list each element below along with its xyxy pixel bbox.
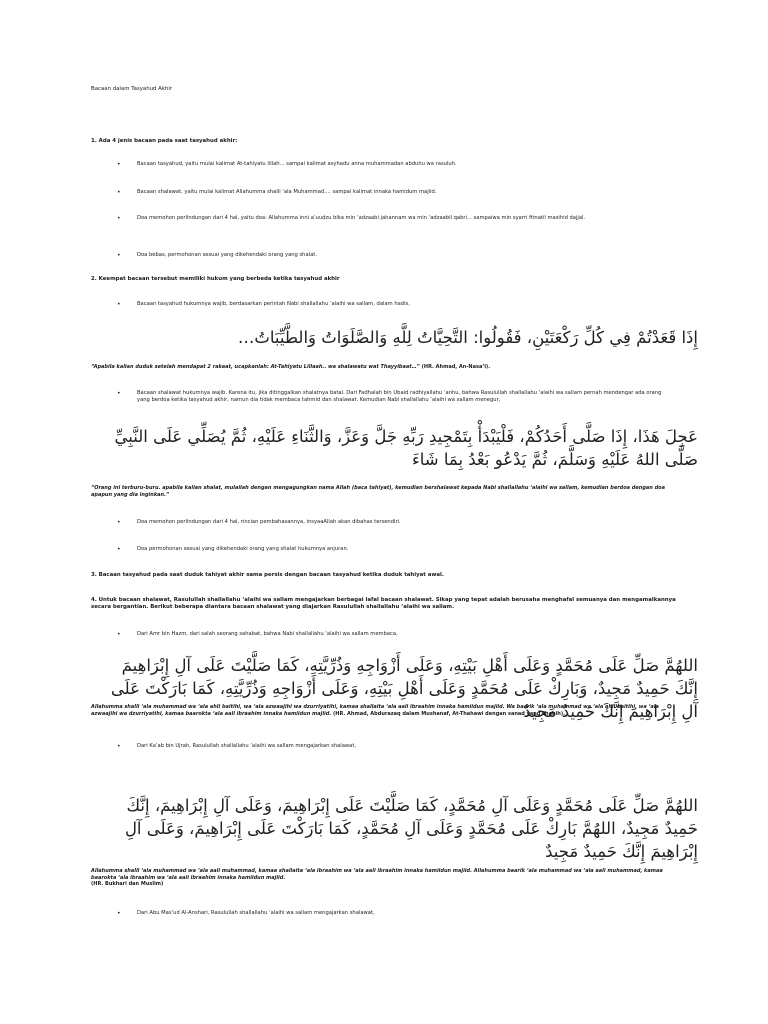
section-3-heading: 3. Bacaan tasyahud pada saat duduk tahiyat akhir sama persis dengan bacaan tasyahud ketika duduk tahiyat awal. — [91, 572, 444, 578]
translation-text: “Orang ini terburu-buru. apabila kalian shalat, mulailah dengan mengagungkan nama Allah (baca tahiyat), kemudian bershalawat kepada Nabi shallallahu ‘alaihi wa sallam, kemudian berdoa dengan doa apapun yang dia inginkan.” — [91, 485, 665, 498]
arabic-text: عَجِلَ هَذَا، إِذَا صَلَّى أَحَدُكُمْ، فَلْيَبْدَأْ بِتَمْجِيدِ رَبِّهِ جَلَّ وَعَزَّ، وَالثَّنَاءِ عَلَيْهِ، ثُمَّ يُصَلِّي عَلَى النَّبِيِّ صَلَّى اللهُ عَلَيْهِ وَسَلَّمَ، ثُمَّ يَدْعُو بَعْدُ بِمَا شَاءَ — [114, 427, 698, 469]
bullet-icon: • — [117, 546, 121, 553]
hadith-reference: (HR. Bukhari dan Muslim) — [91, 881, 164, 888]
bullet-icon: • — [117, 743, 121, 750]
s4-item-1: Dari Amr bin Hazm, dari salah seorang sahabat, bahwa Nabi shallallahu ‘alaihi wa sallam membaca, — [137, 631, 398, 637]
s1-item-2: Bacaan shalawat, yaitu mulai kalimat Allahumma shalli ‘ala Muhammad.... sampai kalimat innaka hamidum majiid. — [137, 189, 437, 195]
section-2-heading: 2. Keempat bacaan tersebut memiliki hukum yang berbeda ketika tasyahud akhir — [91, 276, 340, 282]
s2-item-4: Doa permohonan sesuai yang dikehendaki orang yang shalat hukumnya anjuran. — [137, 546, 349, 552]
s2-item-1: Bacaan tasyahud hukumnya wajib, berdasarkan perintah Nabi shallallahu ‘alaihi wa sallam, dalam hadis, — [137, 301, 410, 307]
s4-item-3: Dari Abu Mas’ud Al-Anshari, Rasulullah shallallahu ‘alaihi wa sallam mengajarkan shalawat, — [137, 910, 375, 916]
translation-quote: Allahumma shalli ‘ala muhammad wa ‘ala aali muhammad, kamaa shallaita ‘ala ibraahim wa ‘ala aali ibraahim innaka hamiidun majiid. Allahumma baarik ‘ala muhammad wa ‘ala aali muhammad, kamaa baarokta ‘ala ibraahim wa ‘ala aali ibraahim innaka hamiidun majiid. — [91, 868, 663, 881]
arabic-text: اللهُمَّ صَلِّ عَلَى مُحَمَّدٍ وَعَلَى أَهْلِ بَيْتِهِ، وَعَلَى أَزْوَاجِهِ وَذُرِّيَّتِهِ، كَمَا صَلَّيْتَ عَلَى آلِ إِبْرَاهِيمَ إِنَّكَ حَمِيدٌ مَجِيدٌ، وَبَارِكْ عَلَى مُحَمَّدٍ وَعَلَى أَهْلِ بَيْتِهِ، وَعَلَى أَزْوَاجِهِ وَذُرِّيَّتِهِ، كَمَا بَارَكْتَ عَلَى آلِ إِبْرَاهِيمَ إِنَّكَ حَمِيدٌ مَجِيدٌ — [110, 656, 698, 721]
bullet-icon: • — [117, 519, 121, 526]
bullet-icon: • — [117, 189, 121, 196]
translation-quote: Allahumma shalli ‘ala muhammad wa ‘ala ahli baitihi, wa ‘ala azwaajihi wa dzurriyatihi, kamaa shallaita ‘ala aali ibraahim innaka hamiidun majiid. Wa baarik ‘ala muhammad wa ‘ala ahli baitihi, wa ‘ala azwaajihi wa dzurriyatihi, kamaa baarokta ‘ala aali ibraahim innaka hamiidun majiid. — [91, 704, 659, 717]
section-4-heading: 4. Untuk bacaan shalawat, Rasulullah shallallahu ‘alaihi wa sallam mengajarkan berbagai lafal bacaan shalawat. Sikap yang tepat adalah berusaha menghafal semuanya dan mengamalkannya secara bergantian. Berikut beberapa diantara bacaan shalawat yang diajarkan Rasulullah shallallahu ‘alaihi wa sallam. — [91, 597, 676, 610]
arabic-text: اللهُمَّ صَلِّ عَلَى مُحَمَّدٍ وَعَلَى آلِ مُحَمَّدٍ، كَمَا صَلَّيْتَ عَلَى إِبْرَاهِيمَ، وَعَلَى آلِ إِبْرَاهِيمَ، إِنَّكَ حَمِيدٌ مَجِيدٌ، اللهُمَّ بَارِكْ عَلَى مُحَمَّدٍ وَعَلَى آلِ مُحَمَّدٍ، كَمَا بَارَكْتَ عَلَى إِبْرَاهِيمَ، وَعَلَى آلِ إِبْرَاهِيمَ إِنَّكَ حَمِيدٌ مَجِيدٌ — [124, 796, 698, 861]
arabic-text: إِذَا قَعَدْتُمْ فِي كُلِّ رَكْعَتَيْنِ، فَقُولُوا: التَّحِيَّاتُ لِلَّهِ وَالصَّلَوَاتُ وَالطَّيِّبَاتُ… — [237, 328, 698, 347]
translation-text — [91, 704, 671, 717]
s4-item-2: Dari Ka’ab bin Ujrah, Rasulullah shallallahu ‘alaihi wa sallam mengajarkan shalawat, — [137, 743, 357, 749]
s1-item-4: Doa bebas, permohonan sesuai yang dikehendaki orang yang shalat. — [137, 252, 317, 258]
s1-item-3: Doa memohon perlindungan dari 4 hal, yaitu doa: Allahumma inni a’uudzu bika min ‘adzaabi jahannam wa min ‘adzaabil qabri... sampaiwa min syarri fitnatil masihid dajjal. — [137, 215, 586, 221]
hadith-reference: (HR. Ahmad, Abdurazaq dalam Mushanaf, At-Thahawi dengan sanad yang shahih). — [333, 710, 566, 717]
translation-quote: “Apabila kalian duduk setelah mendapat 2 rakaat, ucapkanlah: At-Tahiyatu Lillaah.. wa shalawatu wat Thayyibaat…” — [91, 364, 420, 370]
document-title: Bacaan dalam Tasyahud Akhir — [91, 86, 173, 92]
translation-text — [91, 364, 671, 371]
s2-item-2: Bacaan shalawat hukumnya wajib. Karena itu, jika ditinggalkan shalatnya batal. Dari Fadhalah bin Ubaid radhiyallahu ‘anhu, bahwa Rasulullah shallallahu ‘alaihi wa sallam pernah mendengar ada orang yang berdoa ketika tasyahud akhir, namun dia tidak membaca tahmid dan shalawat. Kemudian Nabi shallallahu ‘alaihi wa sallam menegur, — [137, 390, 662, 403]
s2-item-3: Doa memohon perlindungan dari 4 hal, rincian pembahasannya, insyaaAllah akan dibahas tersendiri. — [137, 519, 401, 525]
translation-text — [91, 868, 671, 888]
bullet-icon: • — [117, 215, 121, 222]
hadith-reference: (HR. Ahmad, An-Nasa’i). — [421, 364, 491, 370]
bullet-icon: • — [117, 161, 121, 168]
section-1-heading: 1. Ada 4 jenis bacaan pada saat tasyahud akhir: — [91, 138, 238, 144]
bullet-icon: • — [117, 390, 121, 397]
bullet-icon: • — [117, 301, 121, 308]
s1-item-1: Bacaan tasyahud, yaitu mulai kalimat At-tahiyatu lillah... sampai kalimat asyhadu anna muhammadan abduhu wa rasuluh. — [137, 161, 457, 167]
bullet-icon: • — [117, 631, 121, 638]
bullet-icon: • — [117, 252, 121, 259]
bullet-icon: • — [117, 910, 121, 917]
